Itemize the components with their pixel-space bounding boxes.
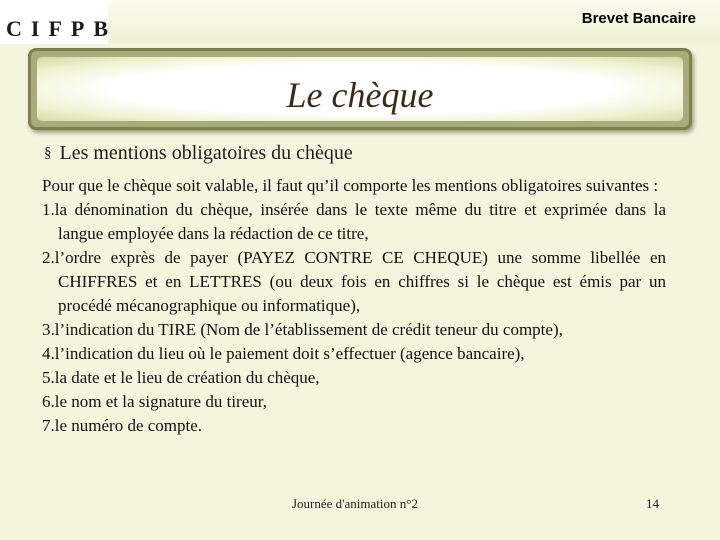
section-heading-text: Les mentions obligatoires du chèque [59,142,353,164]
list-item [42,390,666,414]
list-item [42,414,666,438]
item-text: l’indication du TIRE (Nom de l’établissement de crédit teneur du compte), [54,320,563,339]
item-number: 5. [42,368,55,387]
mentions-list [42,198,666,438]
list-item [42,198,666,246]
list-item [42,246,666,318]
cifpb-logo: CIFPB [6,16,117,41]
item-number: 1. [42,200,55,219]
course-title: Brevet Bancaire [581,10,696,27]
title-frame [28,48,692,130]
item-text: la dénomination du chèque, insérée dans le texte même du titre et exprimée dans la langue employée dans la rédaction de ce titre, [54,200,666,243]
logo-area [0,0,117,44]
item-number: 6. [42,392,55,411]
intro-paragraph: Pour que le chèque soit valable, il faut qu’il comporte les mentions obligatoires suivantes : [42,176,659,195]
list-item [42,366,666,390]
item-text: le nom et la signature du tireur, [54,392,267,411]
item-number: 7. [42,416,55,435]
item-number: 3. [42,320,55,339]
slide-title: Le chèque [286,75,434,115]
section-heading [44,142,353,165]
list-item [42,318,666,342]
item-text: la date et le lieu de création du chèque, [54,368,320,387]
section-bullet-icon: § [44,145,52,161]
item-number: 2. [42,248,55,267]
item-text: l’ordre exprès de payer (PAYEZ CONTRE CE CHEQUE) une somme libellée en CHIFFRES et en LETTRES (ou deux fois en chiffres si le chèque est émis par un procédé mécanographique ou informatique), [54,248,666,315]
title-panel [37,57,683,121]
body-text [42,174,666,438]
footer-event: Journée d'animation n°2 [292,496,418,511]
list-item [42,342,666,366]
item-text: le numéro de compte. [54,416,203,435]
item-number: 4. [42,344,55,363]
page-number: 14 [646,496,659,511]
item-text: l’indication du lieu où le paiement doit s’effectuer (agence bancaire), [54,344,525,363]
